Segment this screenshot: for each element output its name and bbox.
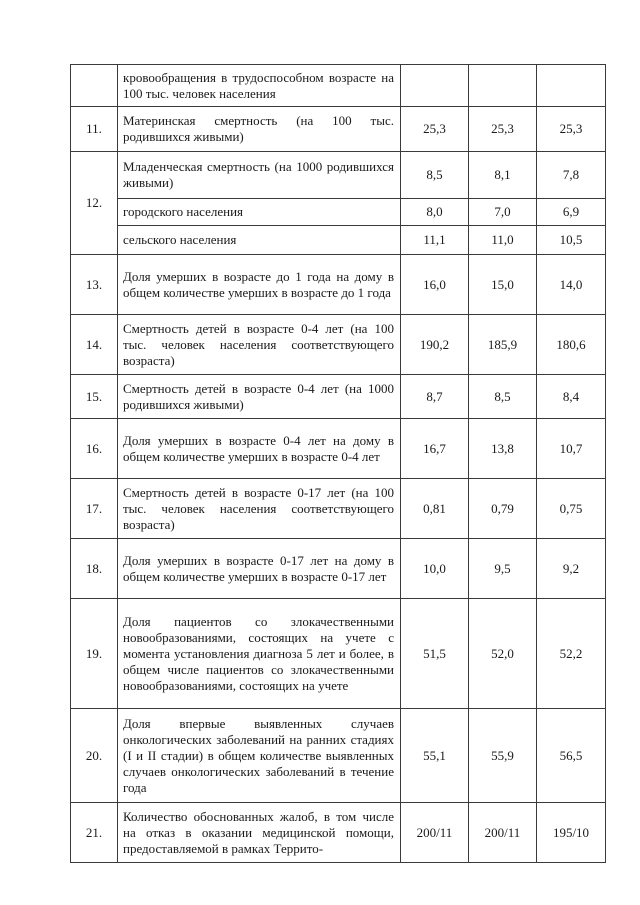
value-cell: 10,0 bbox=[401, 539, 469, 599]
indicator-text: сельского населения bbox=[118, 226, 401, 255]
value-cell: 200/11 bbox=[401, 803, 469, 863]
value-cell: 55,1 bbox=[401, 709, 469, 803]
value-cell: 14,0 bbox=[537, 255, 606, 315]
row-number: 16. bbox=[71, 419, 118, 479]
value-cell: 25,3 bbox=[537, 107, 606, 152]
value-cell: 25,3 bbox=[401, 107, 469, 152]
value-cell: 8,1 bbox=[469, 152, 537, 199]
value-cell: 10,7 bbox=[537, 419, 606, 479]
indicator-text: Смертность детей в возрасте 0-17 лет (на 100 тыс. человек населения соответствующего возраста) bbox=[118, 479, 401, 539]
table-row bbox=[71, 419, 606, 479]
indicator-text: Количество обоснованных жалоб, в том числе на отказ в оказании медицинской помощи, предоставляемой в рамках Террито- bbox=[118, 803, 401, 863]
table-row bbox=[71, 152, 606, 199]
value-cell: 200/11 bbox=[469, 803, 537, 863]
indicator-text: Доля пациентов со злокачественными новообразованиями, состоящих на учете с момента установления диагноза 5 лет и более, в общем числе пациентов со злокачественными новообразованиями, состоящих на учете bbox=[118, 599, 401, 709]
value-cell: 11,1 bbox=[401, 226, 469, 255]
indicator-text: Младенческая смертность (на 1000 родившихся живыми) bbox=[118, 152, 401, 199]
indicator-text: кровообращения в трудоспособном возрасте на 100 тыс. человек населения bbox=[118, 65, 401, 107]
table-row bbox=[71, 599, 606, 709]
value-cell: 11,0 bbox=[469, 226, 537, 255]
table-row bbox=[71, 199, 606, 226]
row-number: 18. bbox=[71, 539, 118, 599]
row-number: 19. bbox=[71, 599, 118, 709]
indicator-text: Смертность детей в возрасте 0-4 лет (на 1000 родившихся живыми) bbox=[118, 375, 401, 419]
value-cell: 185,9 bbox=[469, 315, 537, 375]
value-cell: 180,6 bbox=[537, 315, 606, 375]
value-cell: 52,0 bbox=[469, 599, 537, 709]
value-cell: 16,7 bbox=[401, 419, 469, 479]
value-cell: 25,3 bbox=[469, 107, 537, 152]
value-cell: 8,5 bbox=[469, 375, 537, 419]
value-cell: 8,4 bbox=[537, 375, 606, 419]
table-row bbox=[71, 107, 606, 152]
table-row bbox=[71, 375, 606, 419]
value-cell: 9,5 bbox=[469, 539, 537, 599]
value-cell: 55,9 bbox=[469, 709, 537, 803]
value-cell: 0,81 bbox=[401, 479, 469, 539]
indicator-text: городского населения bbox=[118, 199, 401, 226]
table-row bbox=[71, 803, 606, 863]
row-number: 15. bbox=[71, 375, 118, 419]
row-number: 12. bbox=[71, 152, 118, 255]
table-row bbox=[71, 226, 606, 255]
value-cell: 0,79 bbox=[469, 479, 537, 539]
table-row bbox=[71, 65, 606, 107]
value-cell: 56,5 bbox=[537, 709, 606, 803]
value-cell: 8,0 bbox=[401, 199, 469, 226]
value-cell: 51,5 bbox=[401, 599, 469, 709]
value-cell: 0,75 bbox=[537, 479, 606, 539]
table-row bbox=[71, 479, 606, 539]
value-cell: 10,5 bbox=[537, 226, 606, 255]
row-number: 13. bbox=[71, 255, 118, 315]
value-cell bbox=[401, 65, 469, 107]
value-cell: 15,0 bbox=[469, 255, 537, 315]
table-row bbox=[71, 709, 606, 803]
indicator-text: Материнская смертность (на 100 тыс. родившихся живыми) bbox=[118, 107, 401, 152]
row-number: 17. bbox=[71, 479, 118, 539]
value-cell: 190,2 bbox=[401, 315, 469, 375]
value-cell: 9,2 bbox=[537, 539, 606, 599]
row-number: 20. bbox=[71, 709, 118, 803]
row-number: 11. bbox=[71, 107, 118, 152]
indicator-text: Доля умерших в возрасте до 1 года на дому в общем количестве умерших в возрасте до 1 года bbox=[118, 255, 401, 315]
table-row bbox=[71, 315, 606, 375]
table-row bbox=[71, 539, 606, 599]
row-number: 14. bbox=[71, 315, 118, 375]
table-row bbox=[71, 255, 606, 315]
indicator-text: Смертность детей в возрасте 0-4 лет (на 100 тыс. человек населения соответствующего возраста) bbox=[118, 315, 401, 375]
value-cell: 13,8 bbox=[469, 419, 537, 479]
value-cell: 16,0 bbox=[401, 255, 469, 315]
value-cell: 7,0 bbox=[469, 199, 537, 226]
row-number: 21. bbox=[71, 803, 118, 863]
value-cell: 52,2 bbox=[537, 599, 606, 709]
indicator-text: Доля впервые выявленных случаев онкологических заболеваний на ранних стадиях (I и II стадии) в общем количестве выявленных случаев онкологических заболеваний в течение года bbox=[118, 709, 401, 803]
value-cell: 8,7 bbox=[401, 375, 469, 419]
value-cell: 6,9 bbox=[537, 199, 606, 226]
indicator-text: Доля умерших в возрасте 0-4 лет на дому в общем количестве умерших в возрасте 0-4 лет bbox=[118, 419, 401, 479]
value-cell: 195/10 bbox=[537, 803, 606, 863]
value-cell: 7,8 bbox=[537, 152, 606, 199]
row-number bbox=[71, 65, 118, 107]
indicators-table bbox=[70, 64, 606, 863]
indicator-text: Доля умерших в возрасте 0-17 лет на дому в общем количестве умерших в возрасте 0-17 лет bbox=[118, 539, 401, 599]
value-cell bbox=[469, 65, 537, 107]
value-cell: 8,5 bbox=[401, 152, 469, 199]
value-cell bbox=[537, 65, 606, 107]
